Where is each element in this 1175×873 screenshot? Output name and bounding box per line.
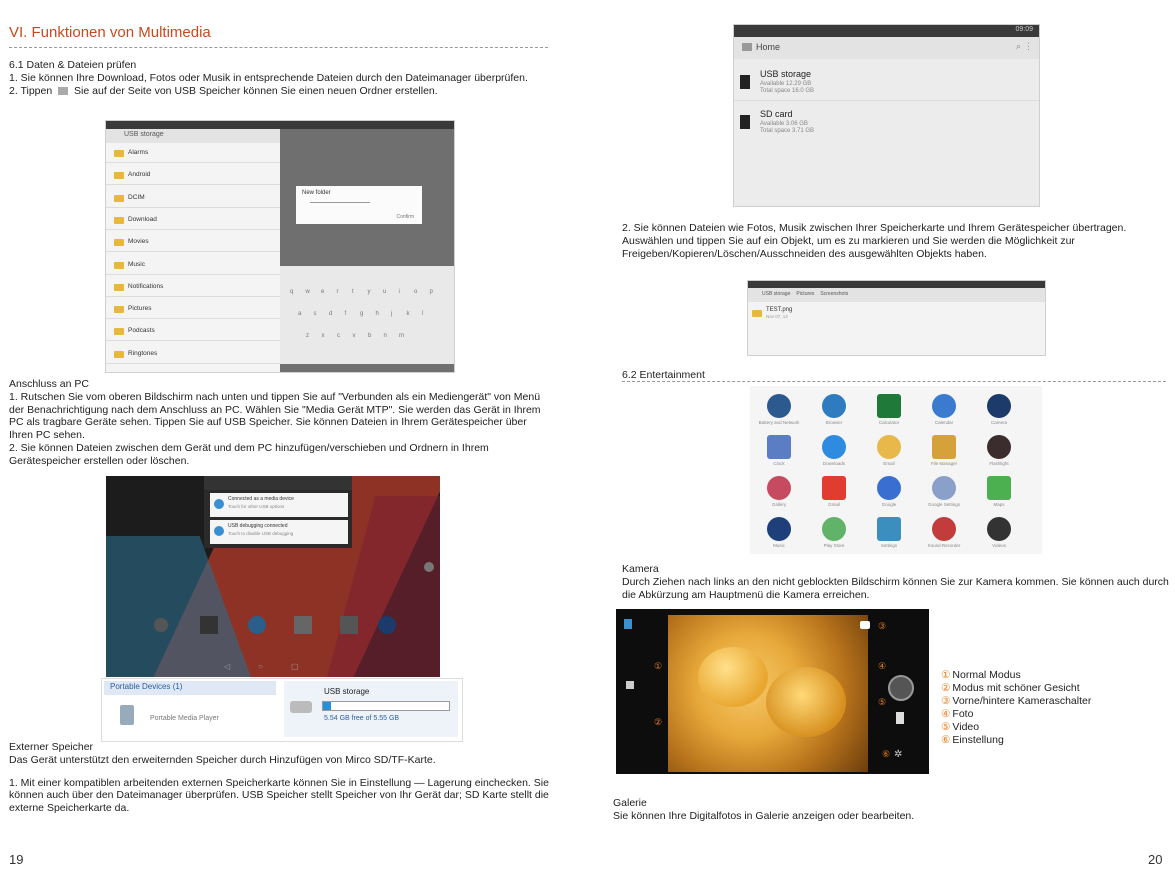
app-label: Gmail	[828, 502, 840, 507]
usb-drive-icon	[290, 701, 312, 713]
folder-icon	[114, 195, 124, 202]
app-label: Calendar	[934, 420, 954, 425]
camera-section	[622, 563, 1170, 601]
keyboard-key[interactable]: u	[383, 289, 387, 295]
breadcrumb-item[interactable]: USB storage	[762, 291, 791, 297]
camera-legend	[941, 669, 1161, 747]
keyboard-key[interactable]: b	[368, 333, 372, 339]
portable-devices-label: Portable Devices (1)	[110, 682, 183, 691]
usb-available: Available 12.29 GB	[760, 81, 812, 87]
sd-total: Total space 3.71 GB	[760, 128, 815, 134]
dialog-title: New folder	[302, 190, 331, 196]
keyboard-key[interactable]: p	[429, 289, 433, 295]
breadcrumb	[762, 291, 854, 297]
keyboard-key[interactable]: t	[352, 289, 354, 295]
usb-storage-label: USB storage	[324, 687, 370, 696]
app-icon[interactable]	[767, 476, 791, 500]
section-6-1-title: 6.1 Daten & Dateien prüfen	[9, 59, 137, 71]
portable-player-label: Portable Media Player	[150, 715, 219, 722]
app-label: Videos	[992, 543, 1006, 548]
legend-item	[941, 682, 1161, 695]
marker-3: ③	[878, 621, 887, 631]
home-label: Home	[756, 42, 781, 52]
legend-text: Vorne/hintere Kameraschalter	[952, 695, 1092, 707]
app-icon[interactable]	[877, 517, 901, 541]
pc-title: Anschluss an PC	[9, 378, 89, 390]
selection-screenshot	[747, 280, 1046, 356]
file-name[interactable]: TEST.png	[766, 307, 793, 313]
settings-icon[interactable]: ✲	[894, 749, 903, 760]
breadcrumb-item[interactable]: Screenshots	[820, 291, 849, 297]
app-label: Email	[883, 461, 895, 466]
folder-icon	[114, 328, 124, 335]
app-label: Maps	[993, 502, 1005, 507]
app-label: Browser	[825, 420, 843, 425]
paragraph-1: 1. Sie können Ihre Download, Fotos oder Musik in entsprechende Dateien durch den Dateimanager überprüfen.	[9, 71, 528, 84]
folder-item[interactable]: Music	[128, 260, 145, 268]
folder-item[interactable]: Ringtones	[128, 349, 158, 357]
gallery-paragraph: Sie können Ihre Digitalfotos in Galerie anzeigen oder bearbeiten.	[613, 809, 915, 822]
paragraph-2-start: 2. Tippen	[9, 84, 53, 97]
legend-text: Normal Modus	[952, 669, 1021, 681]
notif-item-2-sub: Touch to disable USB debugging	[228, 531, 294, 536]
keyboard-key[interactable]: s	[313, 311, 317, 317]
app-label: Play Store	[823, 543, 845, 548]
app-icon[interactable]	[987, 517, 1011, 541]
usb-total: Total space 16.0 GB	[760, 88, 815, 94]
keyboard-key[interactable]: y	[367, 289, 371, 295]
app-label: Music	[773, 543, 785, 548]
search-icon[interactable]: ⌕	[1015, 41, 1021, 51]
keyboard-key[interactable]: g	[360, 311, 364, 317]
folder-item[interactable]: Download	[128, 215, 157, 223]
sd-available: Available 3.06 GB	[760, 121, 808, 127]
app-icon[interactable]	[932, 476, 956, 500]
keyboard-key[interactable]: j	[391, 311, 393, 317]
app-icon[interactable]	[987, 476, 1011, 500]
ext-paragraph-2: 1. Mit einer kompatiblen arbeitenden externen Speicherkarte können Sie in Einstellung — Lagerung einchecken. Sie können auch über den Dateimanager überprüfen. USB Speicher stellt Speicher von Ihr Gerät dar; SD Karte stellt die externe Speicherkarte da.	[9, 776, 549, 815]
app-label: Sound Recorder	[927, 543, 961, 548]
keyboard-key[interactable]: x	[321, 333, 325, 339]
keyboard-key[interactable]: w	[305, 289, 310, 295]
legend-number: ①	[941, 669, 951, 681]
page-number-right: 20	[1148, 852, 1163, 867]
legend-item	[941, 734, 1161, 747]
usb-free-label: 5.54 GB free of 5.55 GB	[324, 715, 400, 722]
ext-paragraph-1: Das Gerät unterstützt den erweiternden Speicher durch Hinzufügen von Mirco SD/TF-Karte.	[9, 753, 436, 766]
sd-card-title[interactable]: SD card	[760, 109, 793, 119]
app-label: Clock	[773, 461, 785, 466]
folder-item[interactable]: Pictures	[128, 305, 152, 313]
media-player-icon	[120, 705, 134, 725]
keyboard-key[interactable]: m	[399, 333, 404, 339]
keyboard-key[interactable]: v	[352, 333, 356, 339]
legend-number: ②	[941, 682, 951, 694]
usb-storage-title[interactable]: USB storage	[760, 69, 812, 79]
file-date: Nov 07, 14	[766, 314, 788, 319]
app-label: File Manager	[930, 461, 958, 466]
keyboard-key[interactable]: c	[337, 333, 340, 339]
overflow-menu-icon[interactable]: ⋮	[1024, 41, 1033, 51]
storage-home-screenshot	[733, 24, 1040, 207]
folder-icon	[114, 262, 124, 269]
folder-item[interactable]: Alarms	[128, 149, 149, 156]
app-label: Camera	[990, 420, 1007, 425]
tablet-home-screenshot	[106, 476, 440, 677]
legend-number: ③	[941, 695, 951, 707]
legend-item	[941, 669, 1161, 682]
folder-item[interactable]: Android	[128, 171, 151, 179]
notif-item-1-title: Connected as a media device	[228, 496, 294, 502]
dialog-confirm-button[interactable]: Confirm	[396, 213, 414, 220]
legend-item	[941, 695, 1161, 708]
marker-6: ⑥	[882, 749, 891, 759]
status-time: 09:09	[1015, 26, 1033, 33]
app-icon[interactable]	[932, 394, 956, 418]
camera-paragraph: Durch Ziehen nach links an den nicht geblockten Bildschirm können Sie zur Kamera kommen. Sie können auch durch die Abkürzung am Hauptmenü die Kamera erreichen.	[622, 575, 1169, 601]
app-label: Settings	[880, 543, 898, 548]
keyboard-key[interactable]: z	[306, 333, 309, 339]
folder-item[interactable]: Notifications	[128, 282, 164, 290]
legend-number: ⑤	[941, 721, 951, 733]
keyboard-key[interactable]: i	[398, 289, 400, 295]
new-folder-dialog	[296, 186, 422, 224]
keyboard-key[interactable]: q	[290, 289, 294, 295]
app-label: Google Settings	[927, 502, 961, 507]
folder-icon	[114, 306, 124, 313]
legend-number: ④	[941, 708, 951, 720]
folder-item[interactable]: Movies	[128, 238, 149, 246]
legend-text: Video	[952, 721, 980, 733]
app-icon[interactable]	[822, 394, 846, 418]
legend-text: Einstellung	[952, 734, 1004, 746]
breadcrumb-item[interactable]: Pictures	[796, 291, 815, 297]
heading-divider	[9, 47, 548, 48]
app-icon[interactable]	[877, 394, 901, 418]
app-grid	[750, 386, 1042, 554]
keyboard-key[interactable]: d	[329, 311, 333, 317]
nav-buttons: ◁○▢	[224, 662, 327, 671]
folder-icon	[114, 239, 124, 246]
marker-1: ①	[654, 661, 663, 671]
switch-camera-icon[interactable]	[860, 621, 870, 629]
keyboard-key[interactable]: h	[375, 311, 379, 317]
notif-item-1-sub: Touch for other USB options	[228, 504, 285, 509]
camera-title: Kamera	[622, 563, 659, 575]
portable-devices-screenshot	[101, 678, 463, 742]
new-folder-icon	[58, 87, 68, 95]
usb-storage-icon	[740, 75, 750, 89]
keyboard-key[interactable]: n	[383, 333, 387, 339]
entertainment-divider	[622, 381, 1166, 382]
entertainment-title: 6.2 Entertainment	[622, 369, 705, 381]
pc-paragraph-2: 2. Sie können Dateien zwischen dem Gerät und dem PC hinzufügen/verschieben und Ordnern in Ihrem Gerätespeicher erstellen oder löschen.	[9, 441, 489, 467]
pc-section	[9, 378, 549, 468]
app-label: Gallery	[771, 502, 787, 507]
keyboard-key[interactable]: r	[336, 289, 339, 295]
section-heading: VI. Funktionen von Multimedia	[9, 24, 211, 41]
app-icon[interactable]	[822, 517, 846, 541]
legend-item	[941, 708, 1161, 721]
app-icon[interactable]	[767, 517, 791, 541]
app-icon[interactable]	[987, 394, 1011, 418]
keyboard-key[interactable]: f	[344, 311, 347, 317]
marker-4: ④	[878, 661, 887, 671]
app-label: Calculator	[878, 420, 900, 425]
dock	[154, 616, 394, 636]
legend-number: ⑥	[941, 734, 951, 746]
sd-card-icon	[740, 115, 750, 129]
marker-5: ⑤	[878, 697, 887, 707]
paragraph-2	[9, 85, 549, 98]
app-label: Google	[881, 502, 897, 507]
app-icon[interactable]	[932, 517, 956, 541]
external-storage-section	[9, 741, 549, 815]
keyboard-key[interactable]: a	[298, 311, 302, 317]
page-number-left: 19	[9, 852, 24, 867]
legend-item	[941, 721, 1161, 734]
app-icon[interactable]	[822, 435, 846, 459]
ext-title: Externer Speicher	[9, 741, 94, 753]
notif-item-2-title: USB debugging connected	[228, 523, 288, 529]
legend-text: Modus mit schöner Gesicht	[952, 682, 1080, 694]
transfer-paragraph: 2. Sie können Dateien wie Fotos, Musik zwischen Ihrer Speicherkarte und Ihrem Gerätespeicher übertragen. Auswählen und tippen Sie auf ein Objekt, um es zu markieren und Sie werden die Möglichkeit zur Freigeben/Kopieren/Löschen/Ausschneiden des ausgewählten Objekts haben.	[622, 222, 1127, 260]
home-icon	[742, 43, 752, 51]
keyboard-key[interactable]: e	[321, 289, 325, 295]
app-icon[interactable]	[822, 476, 846, 500]
shutter-button[interactable]	[888, 675, 914, 701]
app-icon[interactable]	[987, 435, 1011, 459]
video-button[interactable]	[896, 712, 904, 724]
pc-paragraph-1: 1. Rutschen Sie vom oberen Bildschirm nach unten und tippen Sie auf "Verbunden als ein Mediengerät" von Menü der Benachrichtigung nach dem Anschluss an PC. Wählen Sie "Media Gerät MTP". Sie werden das Gerät in Ihrem PC als tragbare Geräte sehen. Tippen Sie auf USB Speicher. Sie können Dateien in Ihrem Gerätespeicher über Ihren PC sehen.	[9, 390, 541, 442]
folder-icon	[114, 217, 124, 224]
app-icon[interactable]	[877, 435, 901, 459]
keyboard-key[interactable]: o	[414, 289, 418, 295]
file-manager-screenshot	[105, 120, 455, 373]
fm-tab-label: USB storage	[124, 131, 164, 138]
app-icon[interactable]	[877, 476, 901, 500]
gallery-title: Galerie	[613, 797, 647, 809]
app-label: Battery and Network	[758, 420, 800, 425]
paragraph-2-end: Sie auf der Seite von USB Speicher können Sie einen neuen Ordner erstellen.	[74, 84, 438, 97]
folder-icon	[114, 150, 124, 157]
app-label: Flashlight	[989, 461, 1009, 466]
app-icon[interactable]	[767, 435, 791, 459]
keyboard-key[interactable]: l	[422, 311, 424, 317]
folder-item[interactable]: Podcasts	[128, 327, 155, 335]
keyboard-key[interactable]: k	[406, 311, 410, 317]
section-6-1	[9, 59, 549, 97]
camera-screenshot	[616, 609, 929, 774]
app-label: Downloads	[822, 461, 846, 466]
gallery-section	[613, 797, 1161, 823]
folder-icon	[114, 172, 124, 179]
legend-text: Foto	[952, 708, 974, 720]
mode-switch-icon[interactable]	[624, 619, 632, 629]
folder-icon	[114, 284, 124, 291]
folder-icon	[114, 351, 124, 358]
app-icon[interactable]	[767, 394, 791, 418]
marker-2: ②	[654, 717, 663, 727]
app-icon[interactable]	[932, 435, 956, 459]
folder-item[interactable]: DCIM	[128, 193, 145, 201]
